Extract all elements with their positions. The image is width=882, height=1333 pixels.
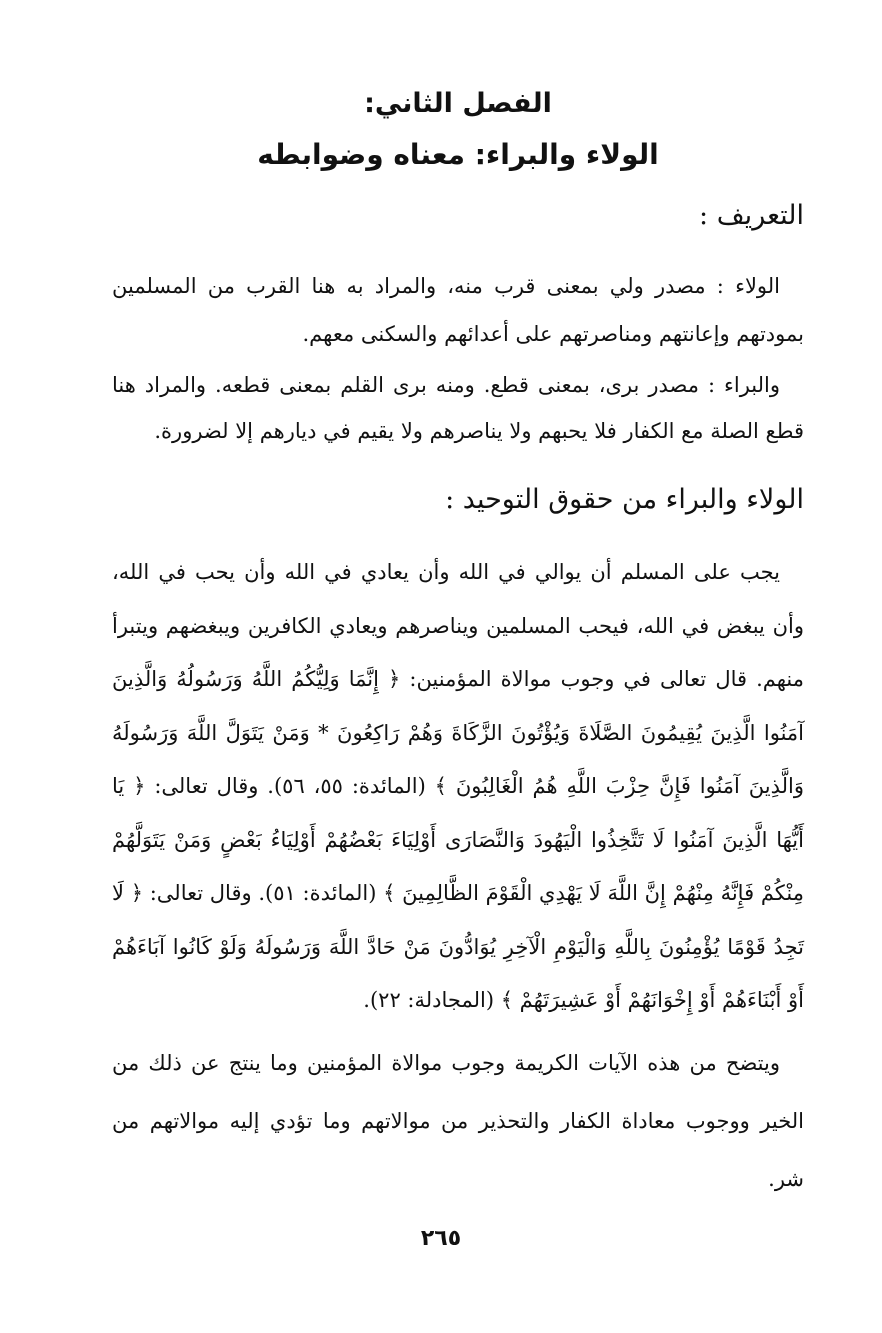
wala-definition-paragraph: [112, 262, 804, 358]
page-number: ٢٦٥: [420, 1226, 462, 1251]
definition-heading: التعريف :: [699, 200, 804, 231]
conclusion-text: ويتضح من هذه الآيات الكريمة وجوب موالاة المؤمنين وما ينتج عن ذلك من الخير ووجوب معاداة الكفار والتحذير من موالاتهم وما تؤدي إليه موالاتهم من شر.: [112, 1051, 804, 1191]
tawhid-heading: الولاء والبراء من حقوق التوحيد :: [445, 484, 804, 515]
book-page: [112, 0, 804, 1333]
chapter-label: الفصل الثاني:: [364, 88, 552, 119]
bara-definition-paragraph: [112, 362, 804, 454]
bara-definition-text: والبراء : مصدر برى، بمعنى قطع. ومنه برى القلم بمعنى قطعه. والمراد هنا قطع الصلة مع الكفار فلا يحبهم ولا يناصرهم ولا يقيم في ديارهم إلا لضرورة.: [112, 373, 804, 443]
conclusion-paragraph: [112, 1034, 804, 1208]
tawhid-text: يجب على المسلم أن يوالي في الله وأن يعادي في الله وأن يحب في الله، وأن يبغض في الله، فيحب المسلمين ويناصرهم ويعادي الكافرين ويبغضهم ويتبرأ منهم. قال تعالى في وجوب موالاة المؤمنين: ﴿ إِنَّمَا وَلِيُّكُمُ اللَّهُ وَرَسُولُهُ وَالَّذِينَ آمَنُوا الَّذِينَ يُقِيمُونَ الصَّلَاةَ وَيُؤْتُونَ الزَّكَاةَ وَهُمْ رَاكِعُونَ * وَمَنْ يَتَوَلَّ اللَّهَ وَرَسُولَهُ وَالَّذِينَ آمَنُوا فَإِنَّ حِزْبَ اللَّهِ هُمُ الْغَالِبُونَ ﴾ (المائدة: ٥٥، ٥٦). وقال تعالى: ﴿ يَا أَيُّهَا الَّذِينَ آمَنُوا لَا تَتَّخِذُوا الْيَهُودَ وَالنَّصَارَى أَوْلِيَاءَ بَعْضُهُمْ أَوْلِيَاءُ بَعْضٍ وَمَنْ يَتَوَلَّهُمْ مِنْكُمْ فَإِنَّهُ مِنْهُمْ إِنَّ اللَّهَ لَا يَهْدِي الْقَوْمَ الظَّالِمِينَ ﴾ (المائدة: ٥١). وقال تعالى: ﴿ لَا تَجِدُ قَوْمًا يُؤْمِنُونَ بِاللَّهِ وَالْيَوْمِ الْآخِرِ يُوَادُّونَ مَنْ حَادَّ اللَّهَ وَرَسُولَهُ وَلَوْ كَانُوا آبَاءَهُمْ أَوْ أَبْنَاءَهُمْ أَوْ إِخْوَانَهُمْ أَوْ عَشِيرَتَهُمْ ﴾ (المجادلة: ٢٢).: [112, 560, 804, 1012]
wala-definition-text: الولاء : مصدر ولي بمعنى قرب منه، والمراد به هنا القرب من المسلمين بمودتهم وإعانتهم ومناصرتهم على أعدائهم والسكنى معهم.: [112, 274, 804, 346]
chapter-title: الولاء والبراء: معناه وضوابطه: [257, 138, 659, 171]
tawhid-paragraph: [112, 546, 804, 1028]
